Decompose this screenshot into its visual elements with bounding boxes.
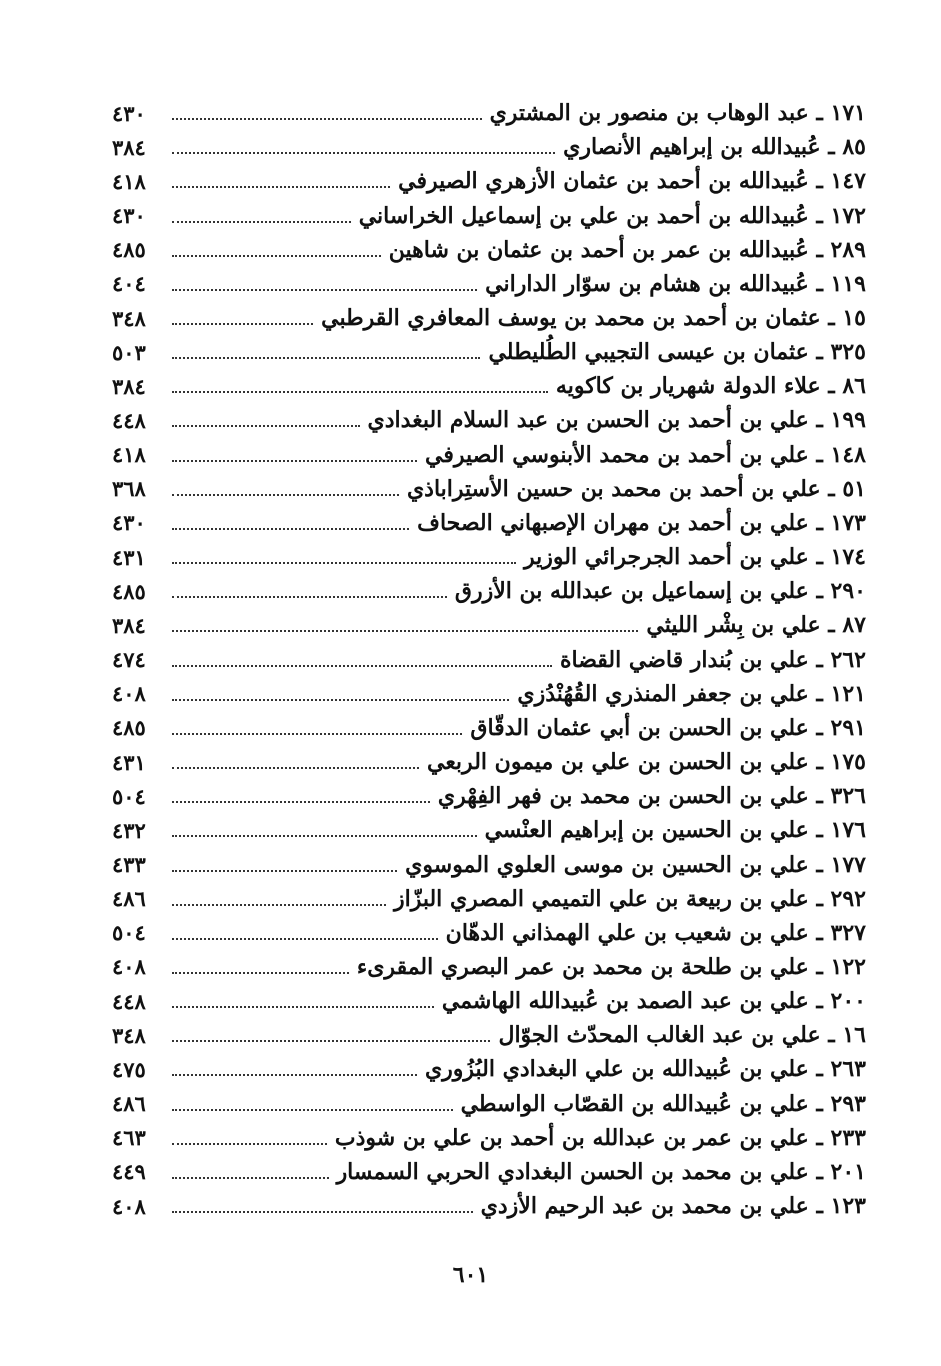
dot-leader: [172, 1177, 329, 1179]
dot-leader: [172, 289, 477, 291]
entry-page-number: ٤٠٨: [112, 1193, 146, 1219]
dot-leader: [172, 221, 351, 223]
dot-leader: [172, 562, 516, 564]
entry-page-number: ٤١٨: [112, 168, 146, 194]
entry-name: ١٢١ ـ علي بن جعفر المنذري القُهُنْدُزي: [517, 680, 866, 707]
entry-page-number: ٥٠٤: [112, 783, 146, 809]
entry-page-number: ٤٠٤: [112, 271, 146, 297]
dot-leader: [172, 323, 313, 325]
index-entry: [112, 369, 866, 403]
dot-leader: [172, 699, 509, 701]
index-entry: [112, 96, 866, 130]
entry-name: ١٩٩ ـ علي بن أحمد بن الحسن بن عبد السلام البغدادي: [367, 407, 866, 434]
dot-leader: [172, 596, 447, 598]
dot-leader: [172, 255, 381, 257]
dot-leader: [172, 938, 438, 940]
entry-name: ٢٩٣ ـ علي بن عُبيدالله بن القصّاب الواسطي: [460, 1090, 866, 1117]
dot-leader: [172, 528, 409, 530]
entry-page-number: ٤٧٥: [112, 1056, 146, 1082]
dot-leader: [172, 357, 480, 359]
dot-leader: [172, 1006, 434, 1008]
index-entry: [112, 677, 866, 711]
entry-page-number: ٤٣١: [112, 749, 146, 775]
index-entry: [112, 164, 866, 198]
dot-leader: [172, 1040, 490, 1042]
index-entry: [112, 540, 866, 574]
index-entry: [112, 711, 866, 745]
entry-name: ٢٦٣ ـ علي بن عُبيدالله بن علي البغدادي البُزُوري: [424, 1056, 866, 1083]
entry-name: ١٢٢ ـ علي بن طلحة بن محمد بن عمر البصري المقرىء: [356, 953, 866, 980]
entry-name: ١٧٤ ـ علي بن أحمد الجرجرائي الوزير: [524, 544, 866, 571]
entry-page-number: ٤٠٨: [112, 681, 146, 707]
entry-page-number: ٤٧٤: [112, 647, 146, 673]
dot-leader: [172, 630, 638, 632]
entry-name: ٨٧ ـ علي بن بِشْر الليثي: [646, 612, 866, 639]
entry-page-number: ٣٨٤: [112, 134, 146, 160]
entry-name: ١٧٦ ـ علي بن الحسين بن إبراهيم العنْسي: [484, 817, 866, 844]
index-entry: [112, 233, 866, 267]
index-entry: [112, 608, 866, 642]
index-entry: [112, 335, 866, 369]
index-entry: [112, 1087, 866, 1121]
entry-page-number: ٤٣٠: [112, 510, 146, 536]
entry-name: ٢٩٠ ـ علي بن إسماعيل بن عبدالله بن الأزرق: [454, 578, 866, 605]
dot-leader: [172, 186, 390, 188]
index-entry: [112, 267, 866, 301]
dot-leader: [172, 391, 548, 393]
entry-page-number: ٤٤٩: [112, 1159, 146, 1185]
entry-page-number: ٤٤٨: [112, 988, 146, 1014]
entry-name: ٨٥ ـ عُبيدالله بن إبراهيم الأنصاري: [563, 134, 866, 161]
entry-page-number: ٤٣١: [112, 544, 146, 570]
entry-page-number: ٤٦٣: [112, 1125, 146, 1151]
entry-name: ٢٣٣ ـ علي بن عمر بن عبدالله بن أحمد بن علي بن شوذب: [334, 1124, 866, 1151]
index-entry: [112, 745, 866, 779]
dot-leader: [172, 1211, 473, 1213]
entry-page-number: ٤١٨: [112, 442, 146, 468]
entry-page-number: ٤٨٥: [112, 715, 146, 741]
dot-leader: [172, 1074, 417, 1076]
index-entry: [112, 1189, 866, 1223]
entry-page-number: ٤٨٦: [112, 1091, 146, 1117]
dot-leader: [172, 870, 397, 872]
index-entry: [112, 847, 866, 881]
dot-leader: [172, 494, 399, 496]
dot-leader: [172, 1143, 327, 1145]
entry-name: ٢٠١ ـ علي بن محمد بن الحسن البغدادي الحربي السمسار: [336, 1158, 866, 1185]
entry-name: ١٦ ـ علي بن عبد الغالب المحدّث الجوّال: [498, 1022, 866, 1049]
index-entry: [112, 438, 866, 472]
entry-name: ٢٨٩ ـ عُبيدالله بن عمر بن أحمد بن عثمان بن شاهين: [388, 236, 866, 263]
dot-leader: [172, 904, 386, 906]
index-entry: [112, 916, 866, 950]
entry-name: ٢٩٢ ـ علي بن ربيعة بن علي التميمي المصري البزّاز: [393, 885, 866, 912]
entry-page-number: ٤٣٣: [112, 852, 146, 878]
index-entry: [112, 1052, 866, 1086]
entry-name: ٣٢٥ ـ عثمان بن عيسى التجيبي الطُليطلي: [488, 339, 866, 366]
entry-page-number: ٥٠٣: [112, 339, 146, 365]
entry-name: ٣٢٧ ـ علي بن شعيب بن علي الهمذاني الدهّان: [445, 919, 866, 946]
entry-name: ١٤٧ ـ عُبيدالله بن أحمد بن عثمان الأزهري الصيرفي: [398, 168, 866, 195]
dot-leader: [172, 425, 360, 427]
entry-name: ١٢٣ ـ علي بن محمد بن عبد الرحيم الأزدي: [480, 1193, 866, 1220]
entry-name: ١٧١ ـ عبد الوهاب بن منصور بن المشتري: [489, 100, 866, 127]
index-entry: [112, 506, 866, 540]
entry-name: ٢٩١ ـ علي بن الحسن بن أبي عثمان الدقّاق: [470, 714, 866, 741]
entry-page-number: ٣٨٤: [112, 612, 146, 638]
entry-page-number: ٣٦٨: [112, 476, 146, 502]
entry-page-number: ٣٤٨: [112, 1022, 146, 1048]
dot-leader: [172, 460, 417, 462]
entry-name: ٨٦ ـ علاء الدولة شهريار بن كاكويه: [555, 373, 866, 400]
index-entry: [112, 301, 866, 335]
index-entry: [112, 1018, 866, 1052]
entry-name: ١٧٥ ـ علي بن الحسن بن علي بن ميمون الربعي: [426, 749, 866, 776]
entry-page-number: ٣٤٨: [112, 305, 146, 331]
dot-leader: [172, 118, 482, 120]
index-entry: [112, 950, 866, 984]
dot-leader: [172, 733, 462, 735]
entry-name: ١١٩ ـ عُبيدالله بن هشام بن سوّار الداراني: [485, 270, 866, 297]
entry-page-number: ٤٤٨: [112, 407, 146, 433]
entry-page-number: ٤٣٠: [112, 100, 146, 126]
dot-leader: [172, 972, 349, 974]
dot-leader: [172, 767, 419, 769]
entry-name: ٣٢٦ ـ علي بن الحسن بن محمد بن فهر الفِهْري: [437, 783, 866, 810]
entry-page-number: ٤٨٥: [112, 578, 146, 604]
index-entries: [112, 96, 866, 1223]
entry-name: ١٧٢ ـ عُبيدالله بن أحمد بن علي بن إسماعيل الخراساني: [358, 202, 866, 229]
entry-page-number: ٤٣٠: [112, 203, 146, 229]
entry-name: ٢٠٠ ـ علي بن عبد الصمد بن عُبيدالله الهاشمي: [441, 988, 866, 1015]
page-number: ٦٠١: [452, 1262, 489, 1288]
index-entry: [112, 813, 866, 847]
entry-page-number: ٤٨٥: [112, 237, 146, 263]
index-entry: [112, 779, 866, 813]
index-entry: [112, 198, 866, 232]
index-entry: [112, 130, 866, 164]
entry-name: ١٥ ـ عثمان بن أحمد بن محمد بن يوسف المعافري القرطبي: [321, 305, 866, 332]
index-entry: [112, 643, 866, 677]
index-entry: [112, 882, 866, 916]
dot-leader: [172, 801, 430, 803]
entry-page-number: ٤٠٨: [112, 954, 146, 980]
index-entry: [112, 403, 866, 437]
dot-leader: [172, 152, 555, 154]
entry-name: ٥١ ـ علي بن أحمد بن محمد بن حسين الأستِراباذي: [406, 475, 866, 502]
dot-leader: [172, 835, 477, 837]
index-entry: [112, 574, 866, 608]
index-entry: [112, 1121, 866, 1155]
entry-name: ١٧٣ ـ علي بن أحمد بن مهران الإصبهاني الصحاف: [417, 509, 866, 536]
index-entry: [112, 984, 866, 1018]
index-entry: [112, 1155, 866, 1189]
entry-page-number: ٤٣٢: [112, 817, 146, 843]
entry-page-number: ٣٨٤: [112, 373, 146, 399]
entry-name: ١٤٨ ـ علي بن أحمد بن محمد الأبنوسي الصيرفي: [425, 441, 866, 468]
dot-leader: [172, 1109, 453, 1111]
entry-name: ١٧٧ ـ علي بن الحسين بن موسى العلوي الموسوي: [405, 851, 866, 878]
entry-page-number: ٤٨٦: [112, 886, 146, 912]
dot-leader: [172, 665, 552, 667]
index-entry: [112, 472, 866, 506]
entry-page-number: ٥٠٤: [112, 920, 146, 946]
entry-name: ٢٦٢ ـ علي بن بُندار قاضي القضاة: [559, 646, 866, 673]
